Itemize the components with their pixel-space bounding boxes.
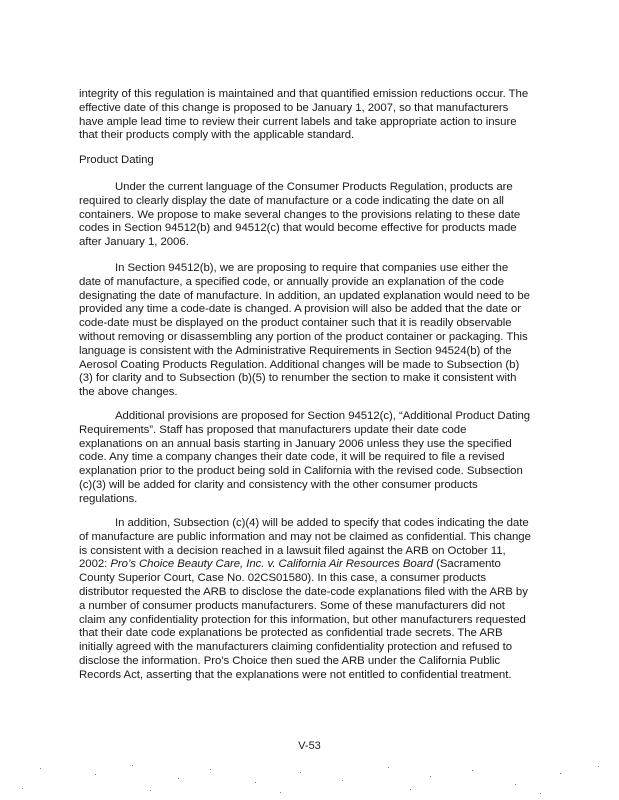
scan-noise [0, 760, 619, 800]
page-number: V-53 [298, 740, 321, 752]
body-paragraph: Additional provisions are proposed for Section 94512(c), “Additional Product Dating Requirements”. Staff has proposed that manufacturers update their date code explanations on an annual basis starting in January 2006 unless they use the specified code. Any time a company changes their date code, it will be required to file a revised explanation prior to the product being sold in California with the revised code. Subsection (c)(3) will be added for clarity and consistency with the other consumer products regulations. [79, 410, 531, 505]
document-body [79, 88, 532, 143]
body-paragraph-case [79, 517, 532, 683]
case-text-part1: In addition, Subsection (c)(4) will be added to specify that codes indicating the date of manufacture are public information and may not be claimed as confidential. This change is consistent with a decision reached in a lawsuit filed against the ARB on October 11, 2002: [79, 517, 531, 571]
paragraph-3-container [79, 410, 532, 507]
case-name: Pro’s Choice Beauty Care, Inc. v. California Air Resources Board [110, 558, 434, 571]
section-heading: Product Dating [79, 154, 154, 166]
paragraph-4-container [79, 517, 532, 683]
intro-paragraph: integrity of this regulation is maintained and that quantified emission reductions occur. The effective date of this change is proposed to be January 1, 2007, so that manufacturers have ample lead time to review their current labels and take appropriate action to insure that their products comply with the applicable standard. [79, 88, 529, 142]
section-heading-container [79, 154, 532, 168]
paragraph-2-container [79, 262, 532, 400]
body-paragraph: Under the current language of the Consumer Products Regulation, products are required to clearly display the date of manufacture or a code indicating the date on all containers. We propose to make several changes to the provisions relating to these date codes in Section 94512(b) and 94512(c) that would become effective for products made after January 1, 2006. [79, 181, 521, 249]
paragraph-1-container [79, 181, 532, 250]
body-paragraph: In Section 94512(b), we are proposing to require that companies use either the date of manufacture, a specified code, or annually provide an explanation of the code designating the date of manufacture. In addition, an updated explanation would need to be provided any time a code-date is changed. A provision will also be added that the date or code-date must be displayed on the product container such that it is readily observable without removing or disassembling any portion of the product container or packaging. This language is consistent with the Administrative Requirements in Section 94524(b) of the Aerosol Coating Products Regulation. Additional changes will be made to Subsection (b)(3) for clarity and to Subsection (b)(5) to renumber the section to make it consistent with the above changes. [79, 262, 530, 399]
case-text-part2: (Sacramento County Superior Court, Case No. 02CS01580). In this case, a consumer products distributor requested the ARB to disclose the date-code explanations filed with the ARB by a number of consumer products manufacturers. Some of these manufacturers did not claim any confidentiality protection for this information, but other manufacturers requested that their date code explanations be protected as confidential trade secrets. The ARB initially agreed with the manufacturers claiming confidentiality protection and refused to disclose the information. Pro’s Choice then sued the ARB under the California Public Records Act, asserting that the explanations were not entitled to confidential treatment. [79, 558, 528, 681]
